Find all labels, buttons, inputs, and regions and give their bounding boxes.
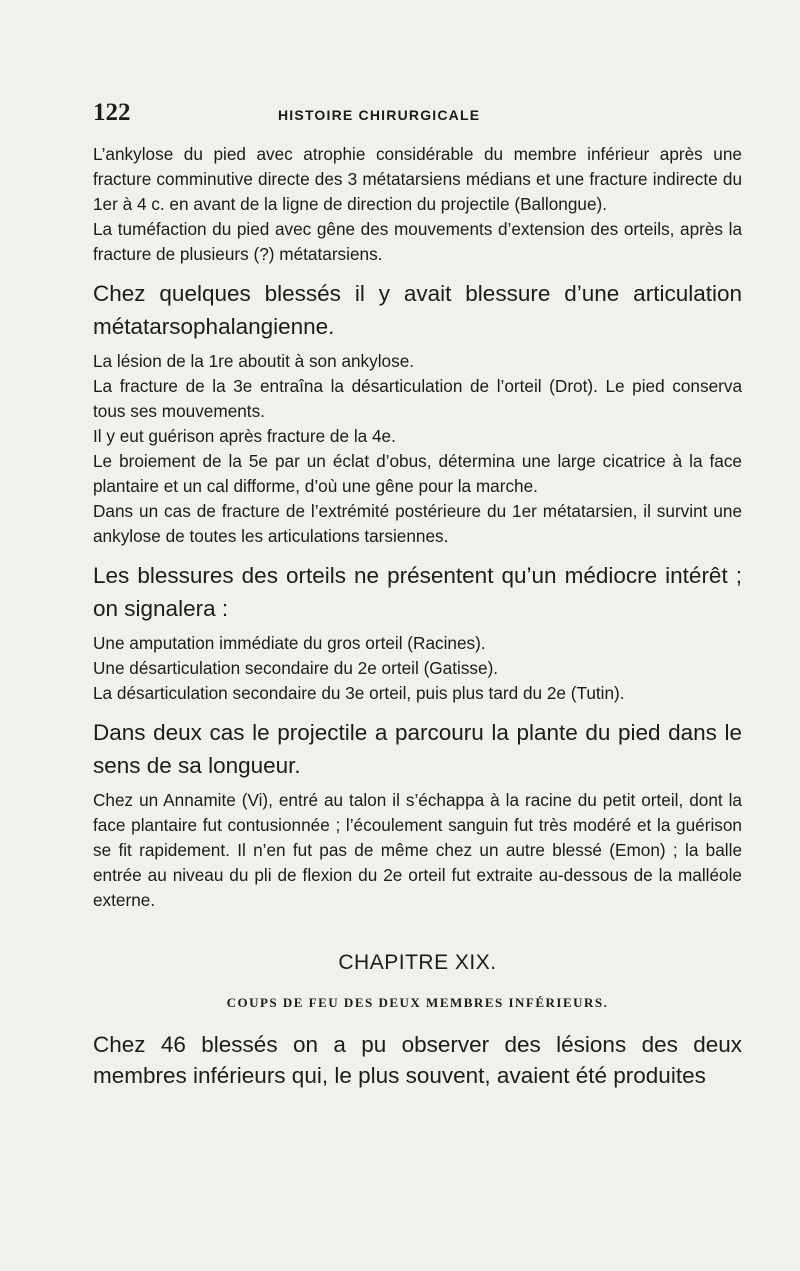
paragraph: La lésion de la 1re aboutit à son ankylose. bbox=[93, 351, 415, 371]
paragraph: La tuméfaction du pied avec gêne des mouvements d’extension des orteils, après la fracture de plusieurs (?) métatarsiens. bbox=[93, 219, 742, 264]
paragraph: L’ankylose du pied avec atrophie considérable du membre inférieur après une fracture comminutive directe des 3 métatarsiens médians et une fracture indirecte du 1er à 4 c. en avant de la ligne de direction du projectile (Ballongue). bbox=[93, 144, 742, 214]
page-header bbox=[93, 99, 742, 133]
paragraph: Une désarticulation secondaire du 2e orteil (Gatisse). bbox=[93, 658, 499, 678]
chapter-subtitle: COUPS DE FEU DES DEUX MEMBRES INFÉRIEURS. bbox=[226, 995, 609, 1010]
paragraph: Une amputation immédiate du gros orteil (Racines). bbox=[93, 633, 486, 653]
final-paragraph: Chez 46 blessés on a pu observer des lésions des deux membres inférieurs qui, le plus souvent, avaient été produites bbox=[93, 1032, 742, 1088]
paragraph: La désarticulation secondaire du 3e orteil, puis plus tard du 2e (Tutin). bbox=[93, 683, 625, 703]
chapter-title: CHAPITRE XIX. bbox=[338, 951, 497, 974]
page-content bbox=[93, 142, 742, 1091]
paragraph: Le broiement de la 5e par un éclat d’obus, détermina une large cicatrice à la face plantaire et un cal difforme, d’où une gêne pour la marche. bbox=[93, 451, 742, 496]
paragraph: Il y eut guérison après fracture de la 4e. bbox=[93, 426, 396, 446]
paragraph: Dans un cas de fracture de l’extrémité postérieure du 1er métatarsien, il survint une ankylose de toutes les articulations tarsiennes. bbox=[93, 501, 742, 546]
section-heading: Chez quelques blessés il y avait blessure d’une articulation métatarsophalangienne. bbox=[93, 281, 742, 339]
section-heading: Dans deux cas le projectile a parcouru la plante du pied dans le sens de sa longueur. bbox=[93, 720, 742, 778]
running-title: HISTOIRE CHIRURGICALE bbox=[278, 107, 481, 123]
section-heading: Les blessures des orteils ne présentent qu’un médiocre intérêt ; on signalera : bbox=[93, 563, 742, 621]
paragraph: La fracture de la 3e entraîna la désarticulation de l’orteil (Drot). Le pied conserva tous ses mouvements. bbox=[93, 376, 742, 421]
page-number: 122 bbox=[93, 99, 131, 126]
paragraph: Chez un Annamite (Vi), entré au talon il s’échappa à la racine du petit orteil, dont la face plantaire fut contusionnée ; l’écoulement sanguin fut très modéré et la guérison se fit rapidement. Il n’en fut pas de même chez un autre blessé (Emon) ; la balle entrée au niveau du pli de flexion du 2e orteil fut extraite au-dessous de la malléole externe. bbox=[93, 790, 742, 910]
